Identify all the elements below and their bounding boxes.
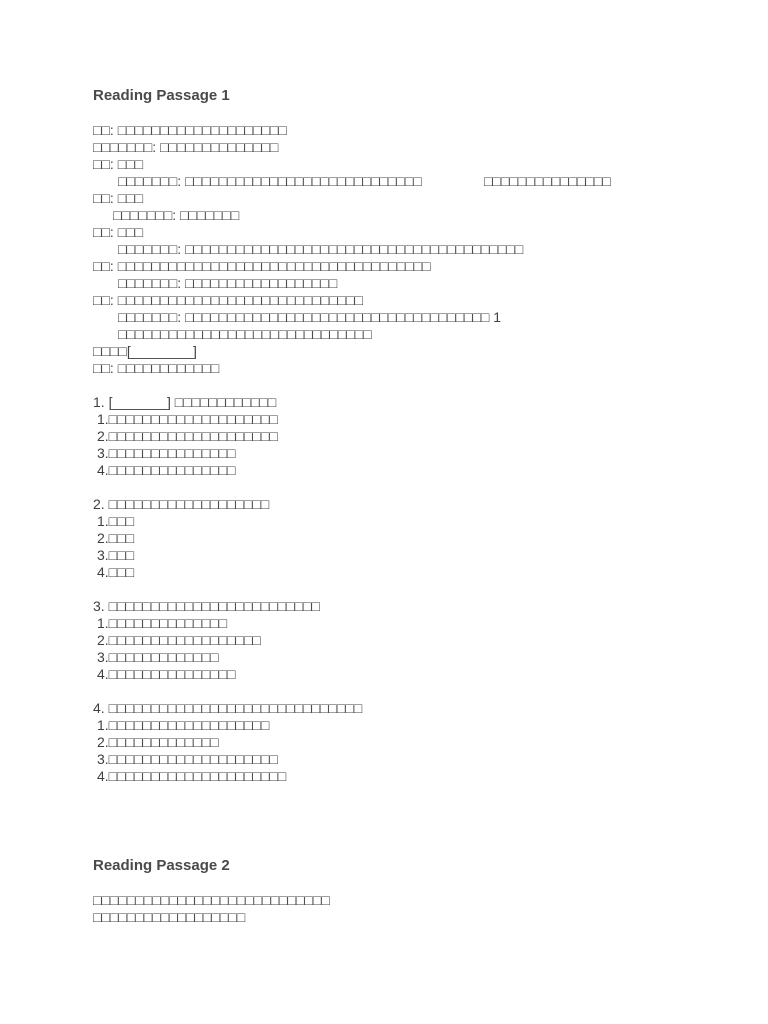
- document-page: [93, 87, 713, 926]
- passage-2-line: □□□□□□□□□□□□□□□□□□□□□□□□□□□□: [93, 892, 330, 908]
- passage-2-heading: Reading Passage 2: [93, 857, 230, 874]
- passage-1-line: □□: □□□□□□□□□□□□□□□□□□□□□□□□□□□□□□□□□□□□□: [93, 258, 431, 274]
- answer-option[interactable]: 3.□□□□□□□□□□□□□: [97, 649, 219, 665]
- answer-option[interactable]: 2.□□□□□□□□□□□□□□□□□□□□: [97, 428, 278, 444]
- passage-1-line: □□□□□□□: □□□□□□□: [113, 207, 240, 223]
- answer-option[interactable]: 4.□□□: [97, 564, 135, 580]
- spacer: [93, 105, 713, 122]
- passage-1-line: □□□□□□□: □□□□□□□□□□□□□□: [93, 139, 279, 155]
- passage-1-line: □□: □□□: [93, 190, 144, 206]
- passage-1-line: □□□□□□□: □□□□□□□□□□□□□□□□□□□□□□□□□□□□□□□□□□□□ 1 □□□□□□□□□□□□□□□□□□□□□□□□□□□□□□: [118, 309, 505, 342]
- question-block: [93, 496, 713, 581]
- question-block: [93, 700, 713, 785]
- spacer: [93, 785, 713, 857]
- passage-2-line: □□□□□□□□□□□□□□□□□□: [93, 909, 246, 925]
- passage-1-line: □□: □□□□□□□□□□□□□□□□□□□□□□□□□□□□□: [93, 292, 363, 308]
- passage-1-line: □□□□[________]: [93, 343, 197, 359]
- answer-option[interactable]: 3.□□□□□□□□□□□□□□□□□□□□: [97, 751, 278, 767]
- answer-option[interactable]: 4.□□□□□□□□□□□□□□□: [97, 666, 236, 682]
- question-prompt: 2. □□□□□□□□□□□□□□□□□□□: [93, 496, 270, 512]
- spacer: [93, 875, 713, 892]
- questions-section: [93, 394, 713, 785]
- answer-option[interactable]: 4.□□□□□□□□□□□□□□□□□□□□□: [97, 768, 287, 784]
- question-block: [93, 394, 713, 479]
- answer-option[interactable]: 3.□□□□□□□□□□□□□□□: [97, 445, 236, 461]
- passage-1-line: □□: □□□□□□□□□□□□□□□□□□□□: [93, 122, 287, 138]
- answer-option[interactable]: 1.□□□□□□□□□□□□□□: [97, 615, 228, 631]
- question-prompt: 1. [_______] □□□□□□□□□□□□: [93, 394, 277, 410]
- answer-option[interactable]: 2.□□□: [97, 530, 135, 546]
- answer-option[interactable]: 3.□□□: [97, 547, 135, 563]
- passage-1-line: □□: □□□: [93, 156, 144, 172]
- answer-option[interactable]: 2.□□□□□□□□□□□□□: [97, 734, 219, 750]
- passage-1-line: □□□□□□□: □□□□□□□□□□□□□□□□□□: [118, 275, 338, 291]
- question-prompt: 4. □□□□□□□□□□□□□□□□□□□□□□□□□□□□□□: [93, 700, 363, 716]
- passage-1-line: □□□□□□□: □□□□□□□□□□□□□□□□□□□□□□□□□□□□□□□□□□□□□□□□: [118, 241, 524, 257]
- answer-option[interactable]: 1.□□□□□□□□□□□□□□□□□□□: [97, 717, 270, 733]
- passage-2-body: [93, 892, 713, 926]
- passage-1-heading: Reading Passage 1: [93, 87, 230, 104]
- passage-1-body: [93, 122, 713, 377]
- passage-1-line: □□□□□□□: □□□□□□□□□□□□□□□□□□□□□□□□□□□□ □□□□□□□□□□□□□□□: [118, 173, 611, 189]
- answer-option[interactable]: 2.□□□□□□□□□□□□□□□□□□: [97, 632, 261, 648]
- passage-1-line: □□: □□□□□□□□□□□□: [93, 360, 220, 376]
- answer-option[interactable]: 4.□□□□□□□□□□□□□□□: [97, 462, 236, 478]
- question-block: [93, 598, 713, 683]
- answer-option[interactable]: 1.□□□□□□□□□□□□□□□□□□□□: [97, 411, 278, 427]
- answer-option[interactable]: 1.□□□: [97, 513, 135, 529]
- passage-1-line: □□: □□□: [93, 224, 144, 240]
- question-prompt: 3. □□□□□□□□□□□□□□□□□□□□□□□□□: [93, 598, 320, 614]
